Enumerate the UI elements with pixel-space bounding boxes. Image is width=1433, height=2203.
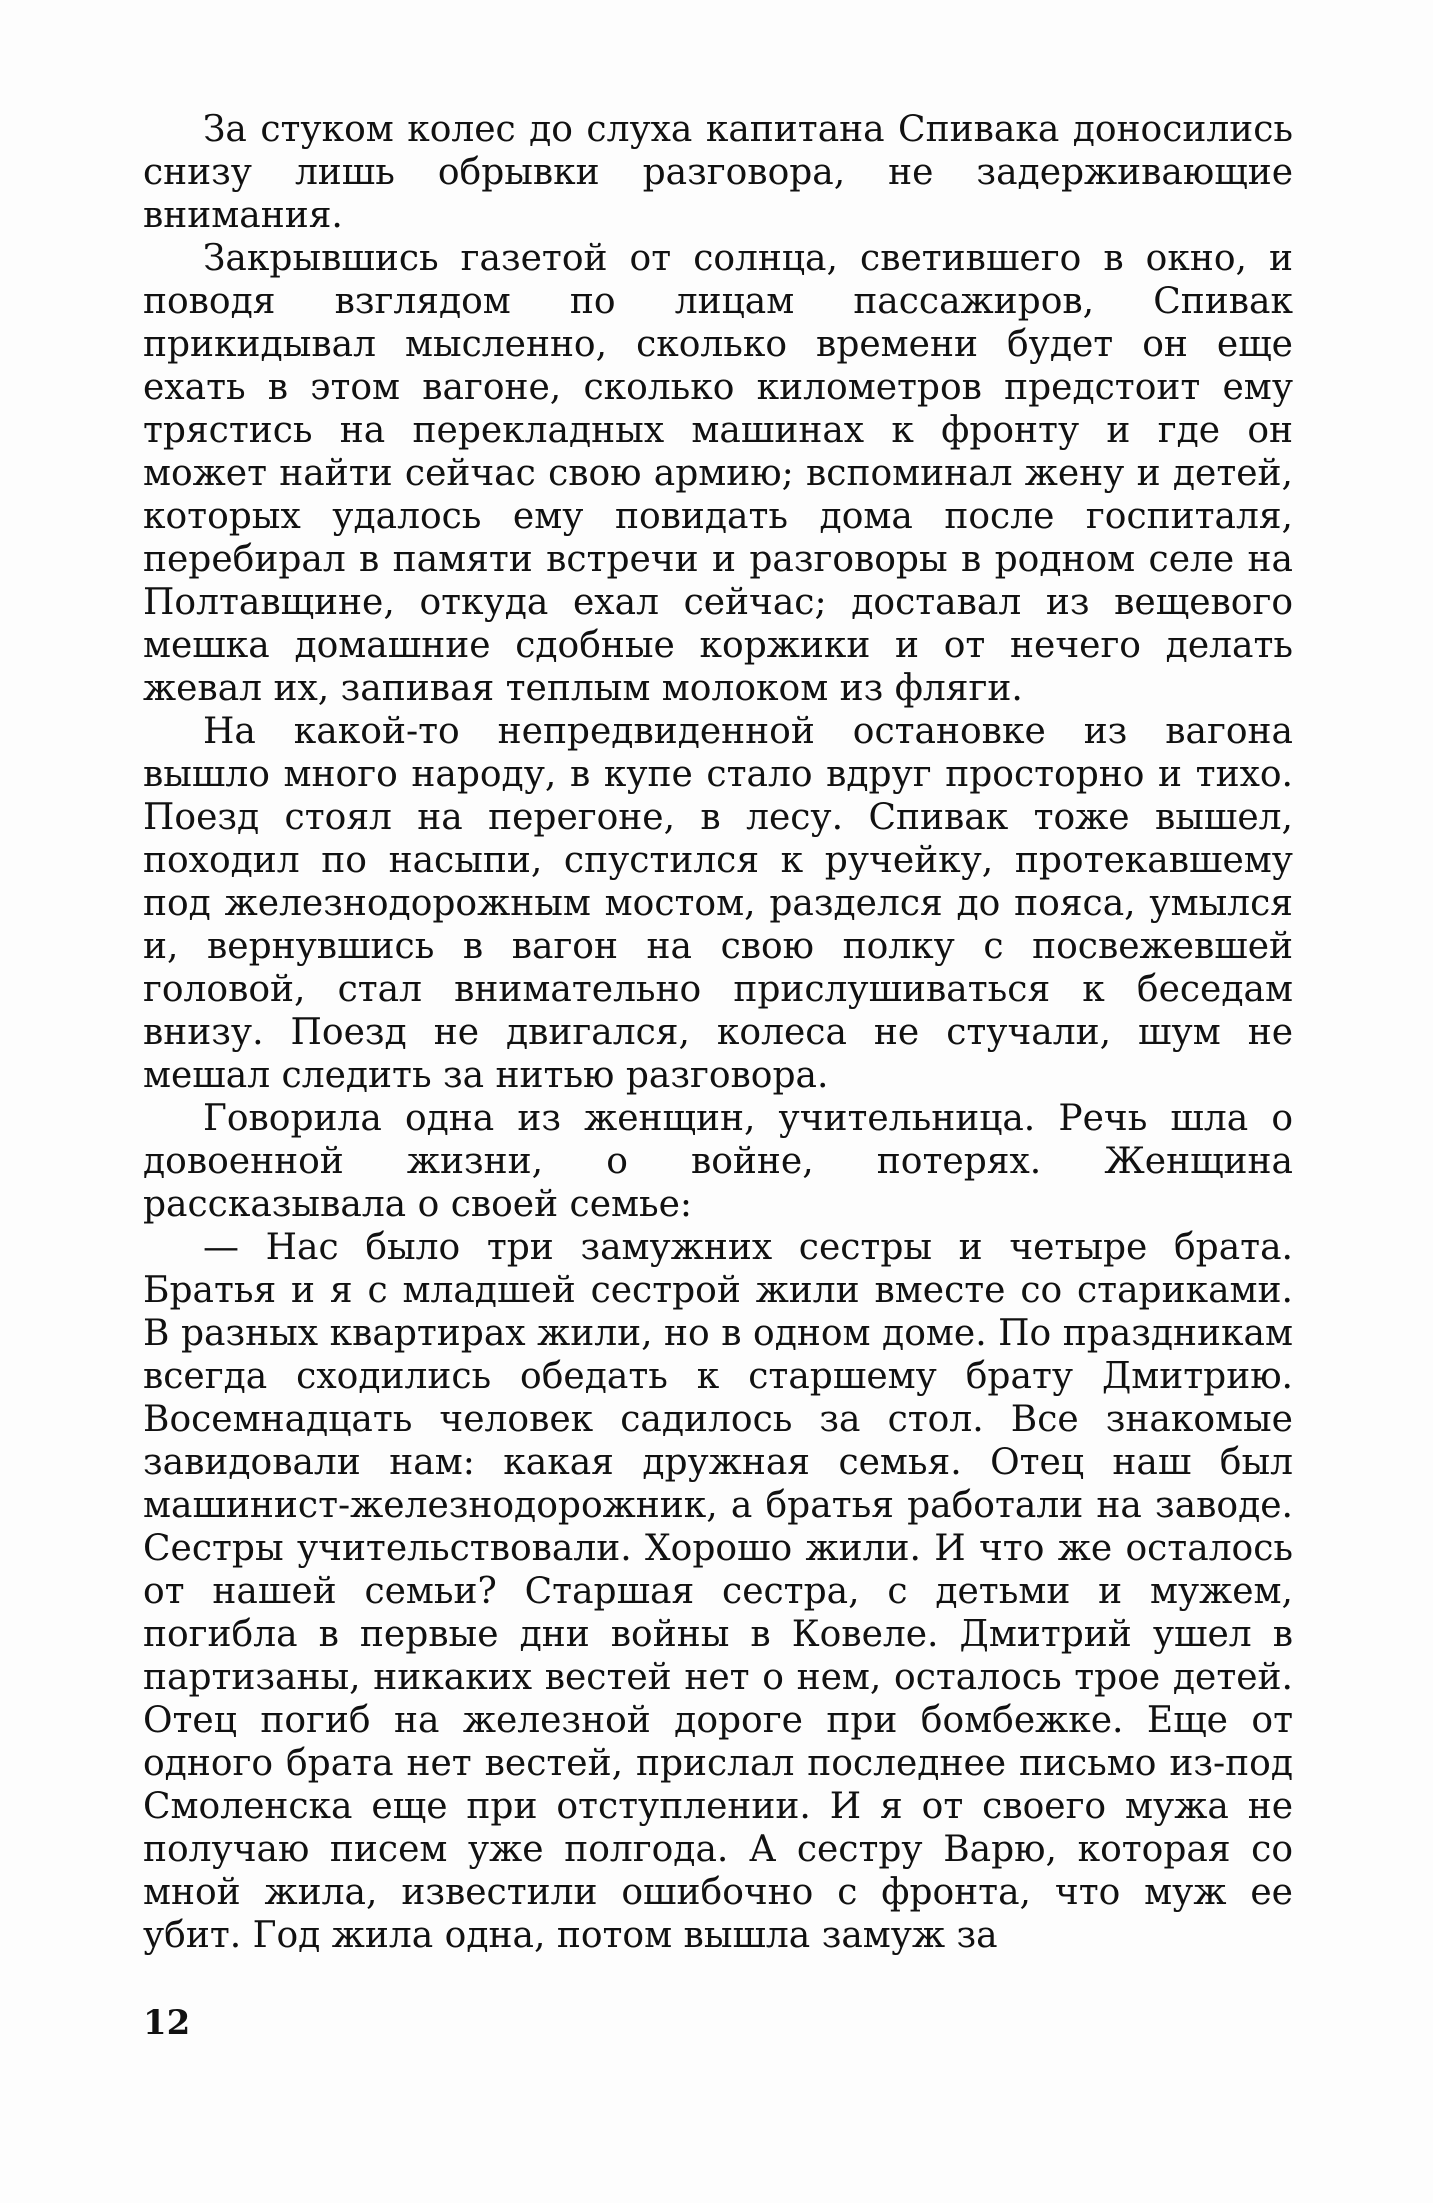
paragraph: Говорила одна из женщин, учительница. Речь шла о довоенной жизни, о войне, потерях. Женщина рассказывала о своей семье: <box>143 1098 1293 1225</box>
paragraph: — Нас было три замужних сестры и четыре брата. Братья и я с младшей сестрой жили вместе со стариками. В разных квартирах жили, но в одном доме. По праздникам всегда сходились обедать к старшему брату Дмитрию. Восемнадцать человек садилось за стол. Все знакомые завидовали нам: какая дружная семья. Отец наш был машинист-железнодорожник, а братья работали на заводе. Сестры учительствовали. Хорошо жили. И что же осталось от нашей семьи? Старшая сестра, с детьми и мужем, погибла в первые дни войны в Ковеле. Дмитрий ушел в партизаны, никаких вестей нет о нем, осталось трое детей. Отец погиб на железной дороге при бомбежке. Еще от одного брата нет вестей, прислал последнее письмо из-под Смоленска еще при отступлении. И я от своего мужа не получаю писем уже полгода. А сестру Варю, которая со мной жила, известили ошибочно с фронта, что муж ее убит. Год жила одна, потом вышла замуж за <box>143 1227 1293 1956</box>
page-number: 12 <box>143 2003 191 2043</box>
paragraph: Закрывшись газетой от солнца, светившего в окно, и поводя взглядом по лицам пассажиров, Спивак прикидывал мысленно, сколько времени будет он еще ехать в этом вагоне, сколько километров предстоит ему трястись на перекладных машинах к фронту и где он может найти сейчас свою армию; вспоминал жену и детей, которых удалось ему повидать дома после госпиталя, перебирал в памяти встречи и разговоры в родном селе на Полтавщине, откуда ехал сейчас; доставал из вещевого мешка домашние сдобные коржики и от нечего делать жевал их, запивая теплым молоком из фляги. <box>143 238 1293 709</box>
body-text <box>143 108 1293 1957</box>
paragraph: На какой-то непредвиденной остановке из вагона вышло много народу, в купе стало вдруг просторно и тихо. Поезд стоял на перегоне, в лесу. Спивак тоже вышел, походил по насыпи, спустился к ручейку, протекавшему под железнодорожным мостом, разделся до пояса, умылся и, вернувшись в вагон на свою полку с посвежевшей головой, стал внимательно прислушиваться к беседам внизу. Поезд не двигался, колеса не стучали, шум не мешал следить за нитью разговора. <box>143 711 1293 1096</box>
paragraph: За стуком колес до слуха капитана Спивака доносились снизу лишь обрывки разговора, не задерживающие внимания. <box>143 109 1293 236</box>
